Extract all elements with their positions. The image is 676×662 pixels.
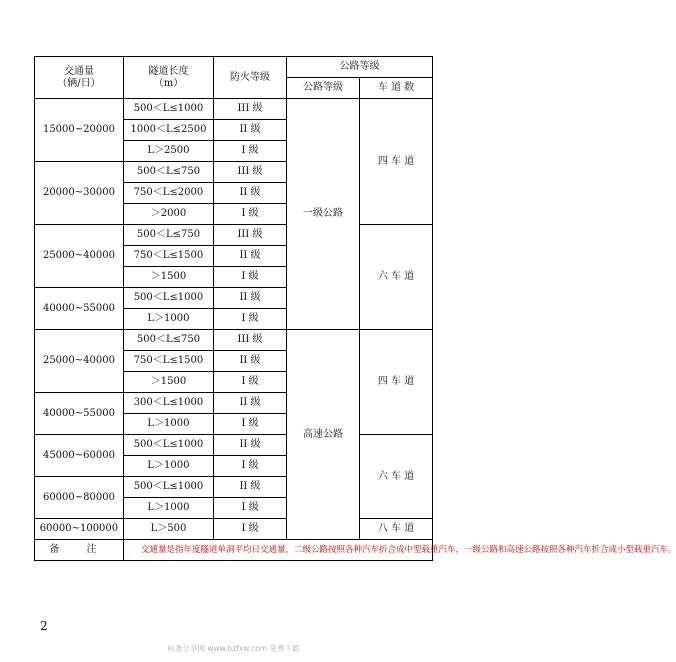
volume-cell: 25000~40000 — [35, 225, 124, 288]
lane-count-cell: 四 车 道 — [359, 330, 432, 435]
fire-grade-cell: II 级 — [214, 246, 287, 267]
volume-cell: 25000~40000 — [35, 330, 124, 393]
page-number: 2 — [40, 619, 48, 633]
length-cell: L＞1000 — [123, 309, 213, 330]
watermark-footer: 标准分享网 www.bzfxw.com 免费下载 — [167, 644, 300, 653]
header-road-grade: 公路等级 — [287, 78, 360, 99]
road-grade-cell: 高速公路 — [287, 330, 360, 540]
fire-grade-cell: II 级 — [214, 288, 287, 309]
fire-grade-cell: I 级 — [214, 456, 287, 477]
length-cell: ＞1500 — [123, 267, 213, 288]
length-cell: 500＜L≤750 — [123, 225, 213, 246]
length-cell: 750＜L≤1500 — [123, 351, 213, 372]
fire-grade-cell: III 级 — [214, 99, 287, 120]
fire-grade-cell: I 级 — [214, 498, 287, 519]
fire-grade-cell: I 级 — [214, 519, 287, 540]
volume-cell: 15000~20000 — [35, 99, 124, 162]
length-cell: 300＜L≤1000 — [123, 393, 213, 414]
volume-cell: 60000~80000 — [35, 477, 124, 519]
header-lanes: 车 道 数 — [359, 78, 432, 99]
fire-grade-cell: II 级 — [214, 435, 287, 456]
header-length: 隧道长度 （m） — [123, 57, 213, 99]
length-cell: L＞500 — [123, 519, 213, 540]
volume-cell: 20000~30000 — [35, 162, 124, 225]
lane-count-cell: 六 车 道 — [359, 225, 432, 330]
length-cell: 500＜L≤1000 — [123, 99, 213, 120]
fire-grade-cell: II 级 — [214, 351, 287, 372]
length-cell: L＞1000 — [123, 456, 213, 477]
fire-grade-cell: I 级 — [214, 141, 287, 162]
fire-grade-cell: III 级 — [214, 162, 287, 183]
fire-grade-table — [34, 56, 676, 561]
lane-count-cell: 六 车 道 — [359, 435, 432, 519]
fire-grade-cell: I 级 — [214, 267, 287, 288]
volume-cell: 40000~55000 — [35, 393, 124, 435]
length-cell: L＞1000 — [123, 498, 213, 519]
road-grade-cell: 一级公路 — [287, 99, 360, 330]
fire-grade-cell: I 级 — [214, 414, 287, 435]
length-cell: 500＜L≤1000 — [123, 477, 213, 498]
length-cell: 500＜L≤750 — [123, 330, 213, 351]
fire-grade-cell: II 级 — [214, 183, 287, 204]
fire-grade-cell: III 级 — [214, 330, 287, 351]
length-cell: 500＜L≤750 — [123, 162, 213, 183]
fire-grade-cell: II 级 — [214, 120, 287, 141]
volume-cell: 45000~60000 — [35, 435, 124, 477]
length-cell: L＞2500 — [123, 141, 213, 162]
length-cell: 1000＜L≤2500 — [123, 120, 213, 141]
note-text: 交通量是指年度隧道单洞平均日交通量，二级公路按照各种汽车折合成中型载重汽车，一级公路和高速公路按照各种汽车折合成小型载重汽车。 — [123, 540, 432, 561]
fire-grade-cell: I 级 — [214, 372, 287, 393]
length-cell: L＞1000 — [123, 414, 213, 435]
header-road-class: 公路等级 — [287, 57, 433, 78]
length-cell: ＞1500 — [123, 372, 213, 393]
lane-count-cell: 八 车 道 — [359, 519, 432, 540]
fire-grade-cell: III 级 — [214, 225, 287, 246]
fire-grade-cell: II 级 — [214, 477, 287, 498]
length-cell: 500＜L≤1000 — [123, 288, 213, 309]
length-cell: 750＜L≤2000 — [123, 183, 213, 204]
fire-grade-cell: II 级 — [214, 393, 287, 414]
lane-count-cell: 四 车 道 — [359, 99, 432, 225]
note-label: 备 注 — [35, 540, 124, 561]
header-fire-grade: 防火等级 — [214, 57, 287, 99]
length-cell: 500＜L≤1000 — [123, 435, 213, 456]
length-cell: 750＜L≤1500 — [123, 246, 213, 267]
header-volume: 交通量 （辆/日） — [35, 57, 124, 99]
fire-grade-cell: I 级 — [214, 204, 287, 225]
volume-cell: 40000~55000 — [35, 288, 124, 330]
length-cell: ＞2000 — [123, 204, 213, 225]
volume-cell: 60000~100000 — [35, 519, 124, 540]
fire-grade-cell: I 级 — [214, 309, 287, 330]
